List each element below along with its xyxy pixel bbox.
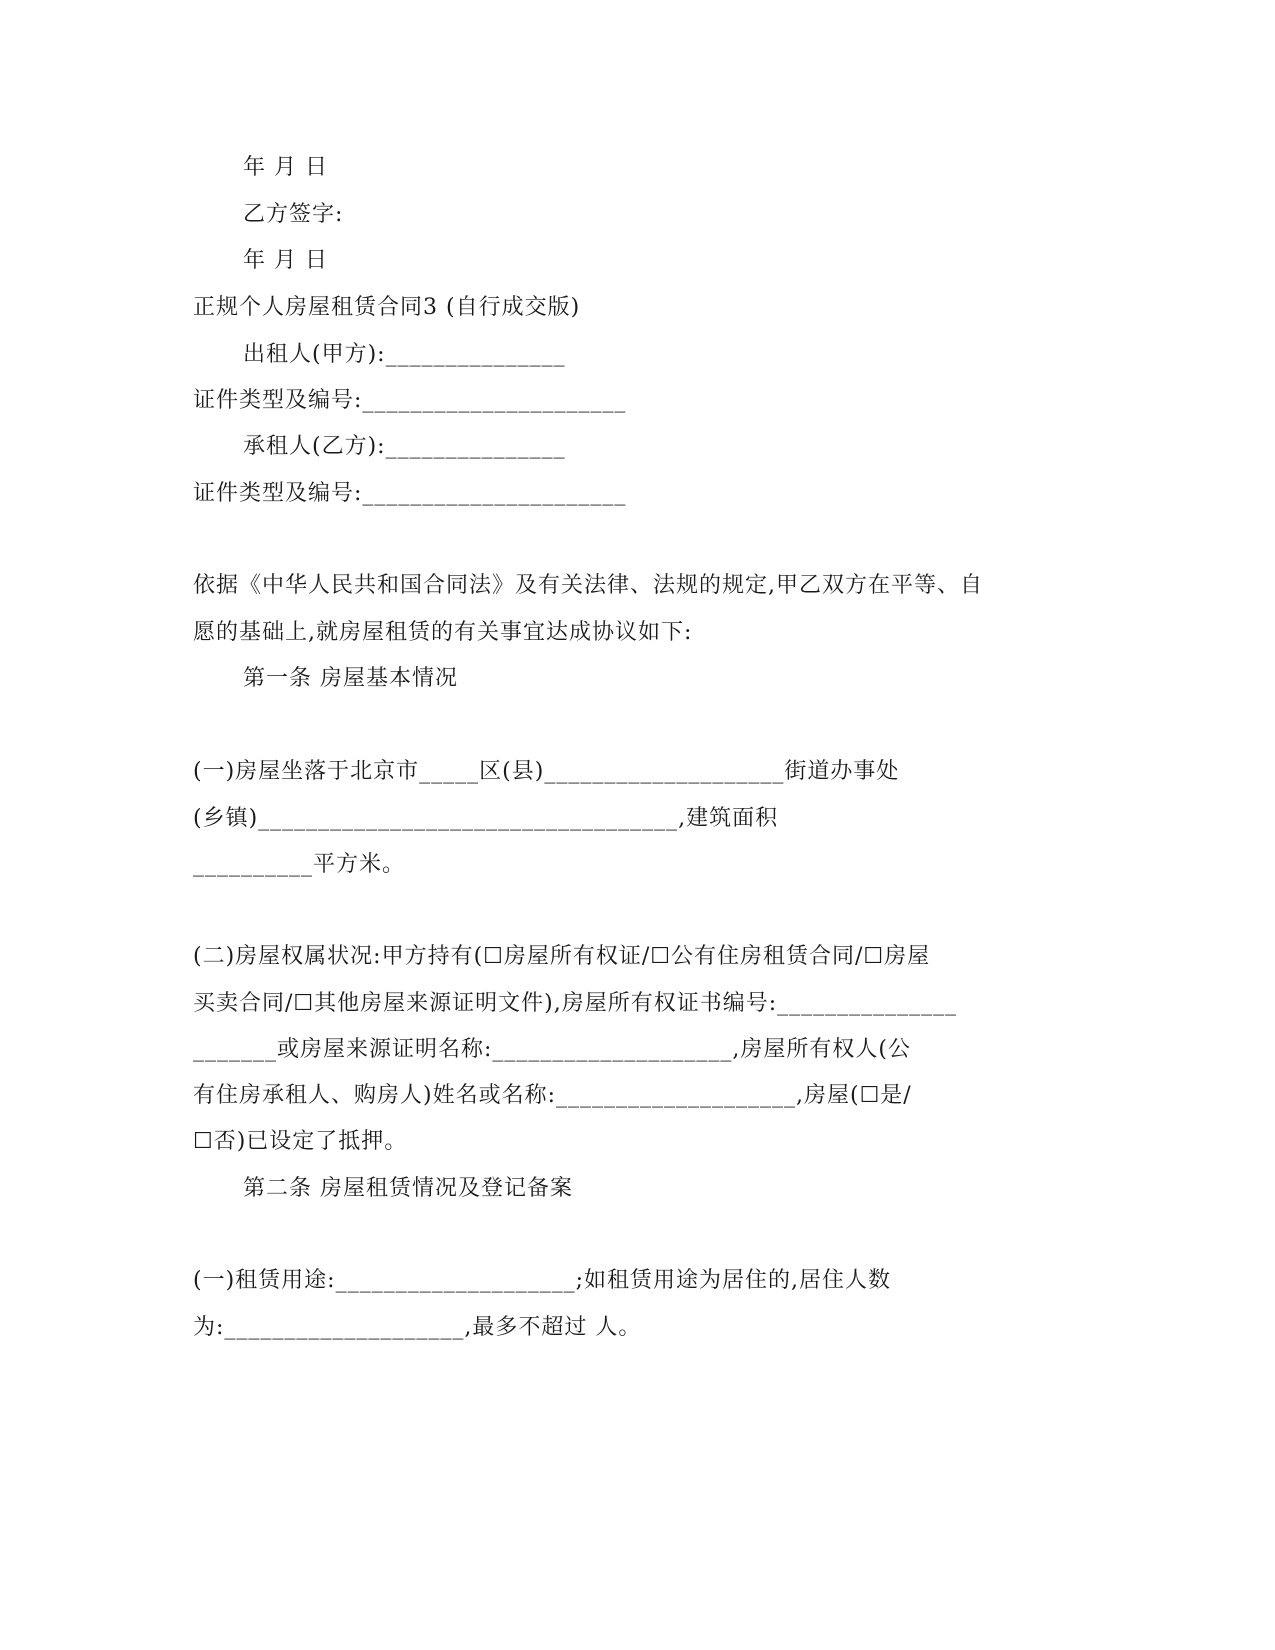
preamble-line-1: 依据《中华人民共和国合同法》及有关法律、法规的规定,甲乙双方在平等、自 [193,573,983,598]
article-2-item-1-line-1: (一)租赁用途:____________________;如租赁用途为居住的,居住人数 [193,1268,891,1293]
article-1-item-2-line-3: _______或房屋来源证明名称:____________________,房屋所有权人(公 [193,1037,911,1062]
preamble-line-2: 愿的基础上,就房屋租赁的有关事宜达成协议如下: [193,620,693,645]
article-2-heading: 第二条 房屋租赁情况及登记备案 [243,1176,573,1201]
date-line-2: 年 月 日 [243,248,328,273]
article-1-item-2-line-4: 有住房承租人、购房人)姓名或名称:____________________,房屋(☐是/ [193,1083,912,1108]
article-1-item-2-line-1: (二)房屋权属状况:甲方持有(☐房屋所有权证/☐公有住房租赁合同/☐房屋 [193,944,931,969]
lessee-id-field: 证件类型及编号:______________________ [193,481,627,506]
signature-b-label: 乙方签字: [243,202,344,227]
lessor-field: 出租人(甲方):_______________ [243,342,566,367]
article-1-item-1-line-2: (乡镇)___________________________________,建筑面积 [193,806,779,831]
article-1-item-2-line-2: 买卖合同/☐其他房屋来源证明文件),房屋所有权证书编号:_______________ [193,991,958,1016]
article-1-item-1-line-1: (一)房屋坐落于北京市_____区(县)____________________街道办事处 [193,759,900,784]
lessee-field: 承租人(乙方):_______________ [243,434,566,459]
article-1-item-2-line-5: ☐否)已设定了抵押。 [193,1129,408,1154]
article-2-item-1-line-2: 为:____________________,最多不超过 人。 [193,1315,642,1340]
article-1-heading: 第一条 房屋基本情况 [243,666,458,691]
article-1-item-1-line-3: __________平方米。 [193,852,406,877]
contract-title: 正规个人房屋租赁合同3 (自行成交版) [193,295,581,320]
lessor-id-field: 证件类型及编号:______________________ [193,388,627,413]
date-line-1: 年 月 日 [243,155,328,180]
